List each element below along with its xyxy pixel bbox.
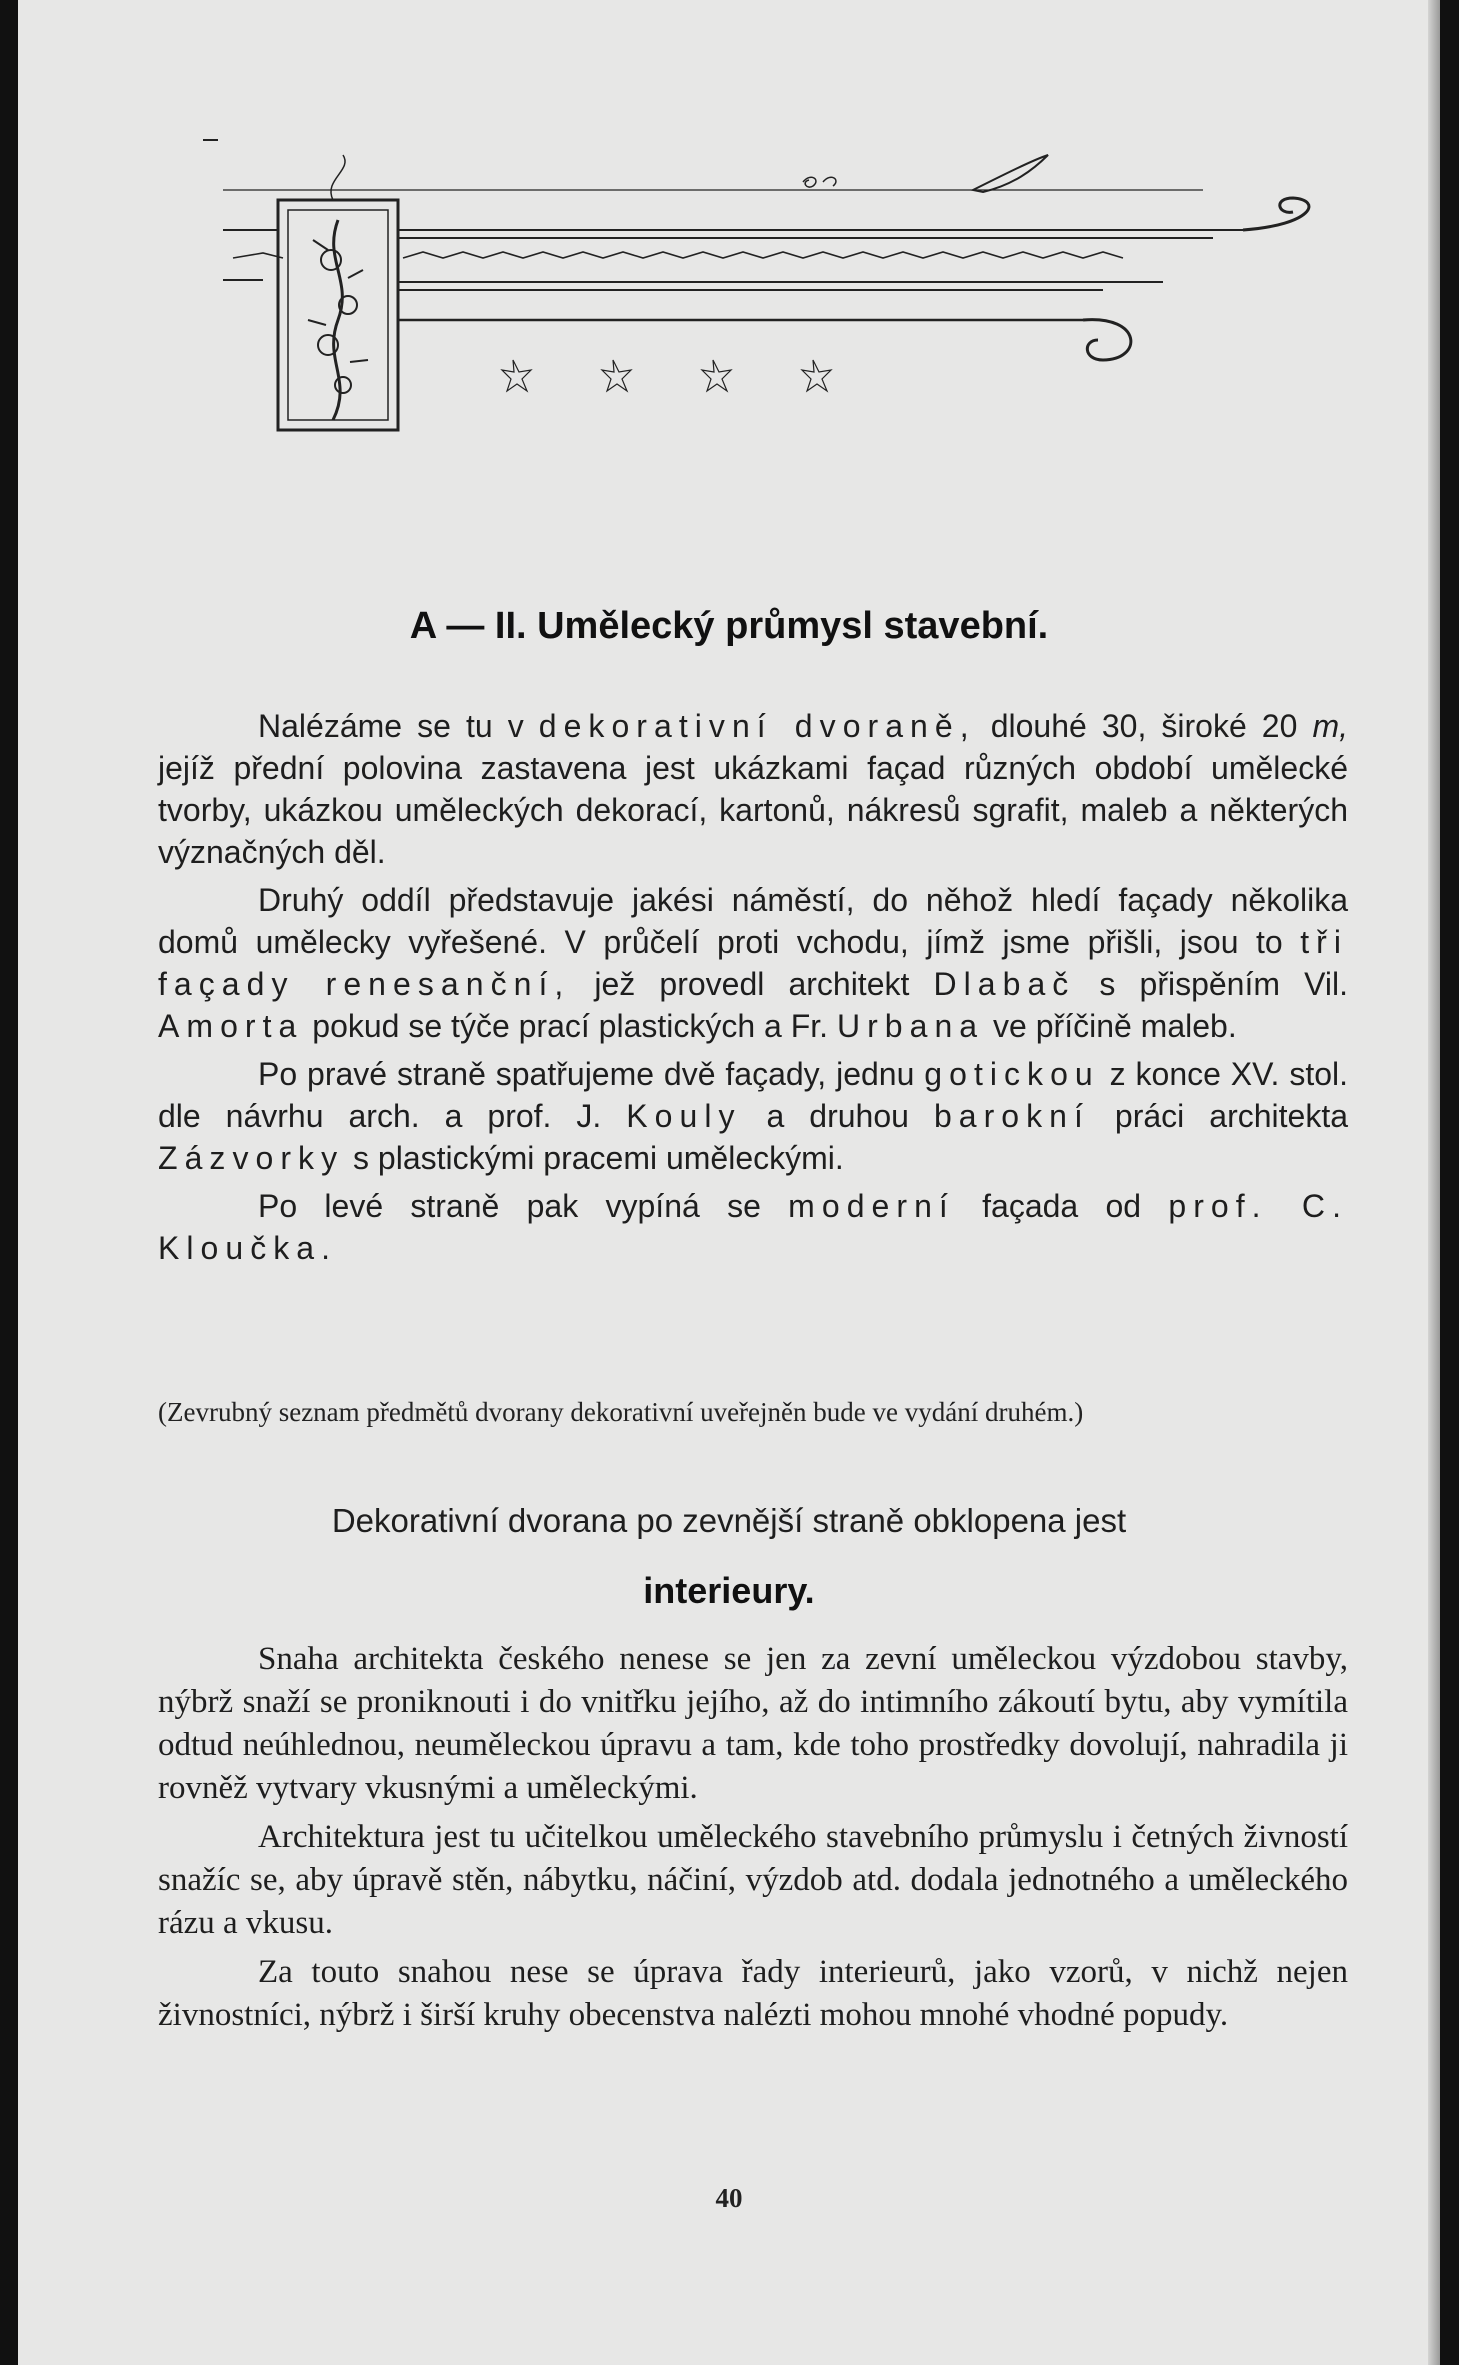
emphasis: Kouly bbox=[626, 1098, 742, 1134]
emphasis: moderní bbox=[788, 1188, 955, 1224]
paragraph-decorative-hall bbox=[158, 705, 1348, 873]
text: Nalézáme se tu v bbox=[258, 708, 539, 744]
emphasis: Dlabač bbox=[933, 966, 1076, 1002]
paragraph-right-side-facades bbox=[158, 1053, 1348, 1179]
paragraph-renaissance-facades bbox=[158, 879, 1348, 1047]
emphasis: Urbana bbox=[836, 1008, 985, 1044]
section-body bbox=[158, 705, 1348, 1275]
paragraph-architecture-teacher: Architektura jest tu učitelkou uměleckého stavebního průmyslu i četných živností snažíc se, aby úpravě stěn, nábytku, náčiní, výzdob atd. dodala jednotného a uměleckého rázu a vkusu. bbox=[158, 1819, 1348, 1941]
emphasis: barokní bbox=[933, 1098, 1090, 1134]
decorative-header-ornament bbox=[203, 130, 1353, 460]
emphasis: tři façady renesanční, bbox=[158, 924, 1348, 1002]
text: Po pravé straně spatřujeme dvě façady, jednu bbox=[258, 1056, 925, 1092]
text: pokud se týče prací plastických a Fr. bbox=[303, 1008, 837, 1044]
paragraph-interiors-models: Za touto snahou nese se úprava řady interieurů, jako vzorů, v nichž nejen živnostníci, nýbrž i širší kruhy obecenstva nalézti mohou mnohé vhodné popudy. bbox=[158, 1954, 1348, 2033]
text: façada od bbox=[954, 1188, 1169, 1224]
footnote-catalogue: (Zevrubný seznam předmětů dvorany dekorativní uveřejněn bude ve vydání druhém.) bbox=[158, 1397, 1084, 1427]
text: jež provedl architekt bbox=[570, 966, 934, 1002]
text: z konce XV. stol. dle návrhu arch. a prof. J. bbox=[158, 1056, 1349, 1134]
emphasis: dekorativní dvoraně, bbox=[538, 708, 976, 744]
emphasis: Zázvorky bbox=[158, 1140, 345, 1176]
text: jejíž přední polovina zastavena jest ukázkami façad různých období umělecké tvorby, ukázkou uměleckých dekorací, kartonů, nákresů sgrafit, maleb a některých význačných děl. bbox=[158, 750, 1348, 870]
paragraph-left-side-facade bbox=[158, 1185, 1348, 1269]
interiors-body bbox=[158, 1638, 1348, 2043]
text: práci architekta bbox=[1089, 1098, 1349, 1134]
text: a druhou bbox=[741, 1098, 934, 1134]
emphasis: gotickou bbox=[924, 1056, 1100, 1092]
paragraph-architect-effort: Snaha architekta českého nenese se jen za zevní uměleckou výzdobou stavby, nýbrž snaží se proniknouti i do vnitřku jejího, až do intimního zákoutí bytu, aby vymítila odtud neúhlednou, neuměleckou úpravu a tam, kde toho prostředky dovolují, nahradila ji rovněž vytvary vkusnými a uměleckými. bbox=[158, 1641, 1348, 1806]
subheading-interiors: interieury. bbox=[643, 1570, 815, 1611]
text: Druhý oddíl představuje jakési náměstí, do něhož hledí façady několika domů umělecky vyřešené. V průčelí proti vchodu, jímž jsme přišli, jsou to bbox=[158, 882, 1348, 960]
text: Po levé straně pak vypíná se bbox=[258, 1188, 789, 1224]
page-edge-shadow bbox=[1428, 0, 1440, 2365]
page-number: 40 bbox=[715, 2183, 743, 2213]
emphasis: Amorta bbox=[158, 1008, 304, 1044]
intro-line: Dekorativní dvorana po zevnější straně obklopena jest bbox=[331, 1502, 1127, 1539]
section-heading: A — II. Umělecký průmysl stavební. bbox=[409, 605, 1049, 647]
text: s plastickými pracemi uměleckými. bbox=[344, 1140, 844, 1176]
unit: m, bbox=[1312, 708, 1349, 744]
emphasis: prof. C. Kloučka. bbox=[158, 1188, 1349, 1266]
text: ve příčině maleb. bbox=[984, 1008, 1237, 1044]
book-page bbox=[18, 0, 1440, 2365]
text: dlouhé 30, široké 20 bbox=[975, 708, 1313, 744]
text: s přispěním Vil. bbox=[1075, 966, 1348, 1002]
